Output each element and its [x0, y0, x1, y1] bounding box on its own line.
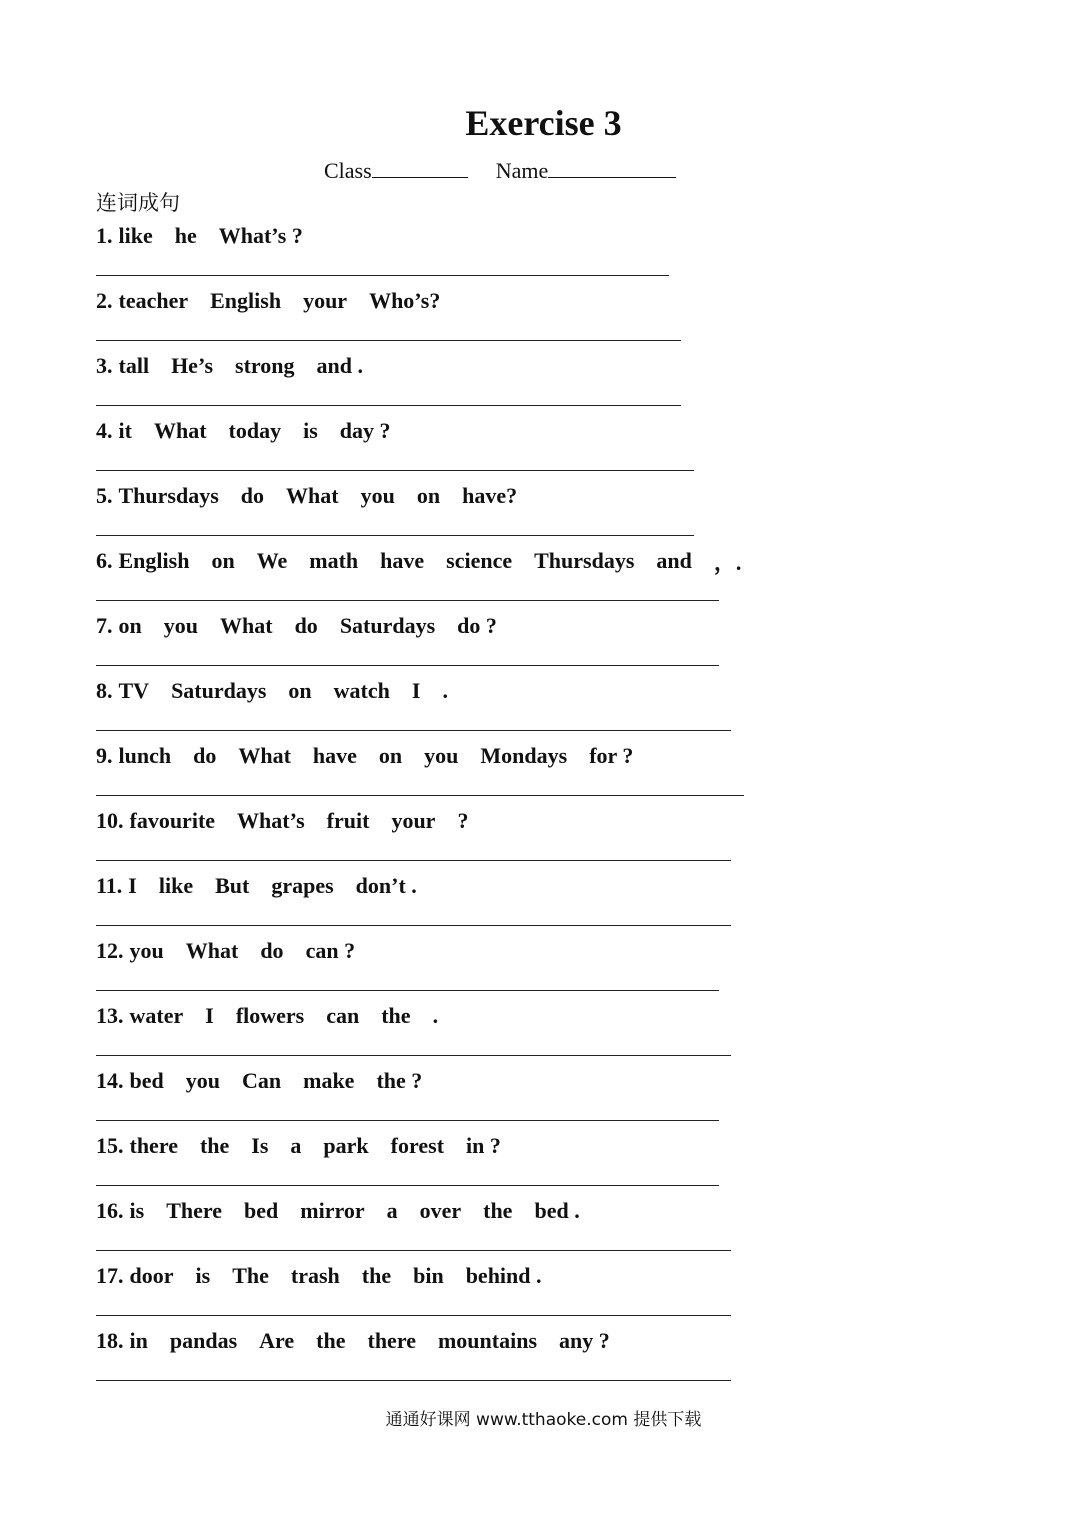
question-number: 6. [96, 548, 113, 573]
question-word: do [193, 743, 217, 768]
question-word: the [316, 1328, 346, 1353]
question-number: 3. [96, 353, 113, 378]
question-word: What [185, 938, 239, 963]
question-word: you [185, 1068, 220, 1093]
question-word: bed . [534, 1198, 580, 1223]
instruction: 连词成句 [96, 191, 180, 215]
question-17 [96, 1259, 542, 1293]
name-label: Name [495, 158, 549, 183]
question-12 [96, 934, 355, 968]
question-word: on [288, 678, 312, 703]
question-word: lunch [118, 743, 172, 768]
question-number: 1. [96, 223, 113, 248]
question-word: What’s [237, 808, 305, 833]
question-number: 17. [96, 1263, 124, 1288]
question-number: 14. [96, 1068, 124, 1093]
student-info-line [324, 156, 676, 186]
question-13 [96, 999, 438, 1033]
question-1 [96, 219, 303, 253]
page-title: Exercise 3 [465, 103, 622, 143]
question-word: have? [462, 483, 518, 508]
question-word: over [419, 1198, 462, 1223]
question-10 [96, 804, 468, 838]
question-word: bin [413, 1263, 444, 1288]
answer-line-5[interactable] [96, 535, 694, 536]
question-word: The [232, 1263, 269, 1288]
question-word: English [210, 288, 282, 313]
question-word: it [118, 418, 132, 443]
question-word: mirror [300, 1198, 365, 1223]
question-word: on [378, 743, 403, 768]
question-number: 12. [96, 938, 124, 963]
question-15 [96, 1129, 501, 1163]
question-word: and . [316, 353, 363, 378]
question-word: don’t . [355, 873, 417, 898]
question-number: 13. [96, 1003, 124, 1028]
question-word: door [129, 1263, 174, 1288]
question-number: 18. [96, 1328, 124, 1353]
question-word: tall [118, 353, 150, 378]
question-word: forest [390, 1133, 445, 1158]
question-word: grapes [271, 873, 334, 898]
question-word: behind . [465, 1263, 542, 1288]
question-7 [96, 609, 497, 643]
question-word: you [360, 483, 395, 508]
class-blank[interactable] [372, 157, 468, 178]
answer-line-6[interactable] [96, 600, 719, 601]
answer-line-4[interactable] [96, 470, 694, 471]
question-18 [96, 1324, 610, 1358]
question-word: trash [290, 1263, 340, 1288]
question-word: Is [251, 1133, 269, 1158]
question-word: science [446, 548, 513, 573]
question-word: I [128, 873, 137, 898]
question-word: What’s ? [218, 223, 303, 248]
question-word: park [323, 1133, 369, 1158]
question-word: the [381, 1003, 411, 1028]
question-word: the ? [376, 1068, 423, 1093]
question-word: He’s [171, 353, 214, 378]
question-word: Who’s? [369, 288, 441, 313]
question-8 [96, 674, 448, 708]
question-word: and [656, 548, 692, 573]
question-word: strong [235, 353, 295, 378]
question-word: do ? [457, 613, 497, 638]
question-word: fruit [326, 808, 370, 833]
question-word: I [411, 678, 421, 703]
question-word: But [215, 873, 250, 898]
question-word: There [166, 1198, 222, 1223]
question-word: you [424, 743, 459, 768]
question-number: 7. [96, 613, 113, 638]
name-blank[interactable] [548, 157, 676, 178]
question-word: is [129, 1198, 145, 1223]
question-word: for ? [589, 743, 634, 768]
question-word: ，. [713, 549, 742, 575]
answer-line-17[interactable] [96, 1315, 731, 1316]
question-6 [96, 544, 741, 578]
question-16 [96, 1194, 580, 1228]
question-word: What [153, 418, 207, 443]
answer-line-2[interactable] [96, 340, 681, 341]
answer-line-7[interactable] [96, 665, 719, 666]
answer-line-10[interactable] [96, 860, 731, 861]
class-label: Class [324, 158, 372, 183]
question-number: 5. [96, 483, 113, 508]
question-word: there [129, 1133, 178, 1158]
question-word: favourite [129, 808, 216, 833]
question-word: like [158, 873, 194, 898]
question-word: is [303, 418, 318, 443]
question-word: Saturdays [339, 613, 436, 638]
question-number: 16. [96, 1198, 124, 1223]
question-word: is [195, 1263, 211, 1288]
question-word: day ? [339, 418, 391, 443]
answer-line-1[interactable] [96, 275, 669, 276]
question-word: I [205, 1003, 214, 1028]
question-5 [96, 479, 517, 513]
question-word: watch [333, 678, 390, 703]
question-number: 11. [96, 873, 123, 898]
question-word: What [286, 483, 339, 508]
question-word: on [118, 613, 142, 638]
question-2 [96, 284, 440, 318]
question-word: do [294, 613, 318, 638]
answer-line-9[interactable] [96, 795, 744, 796]
answer-line-11[interactable] [96, 925, 731, 926]
question-word: on [211, 548, 235, 573]
question-word: can ? [305, 938, 356, 963]
question-word: ? [457, 808, 469, 833]
question-word: What [238, 743, 291, 768]
question-word: do [240, 483, 265, 508]
question-word: water [129, 1003, 184, 1028]
question-number: 2. [96, 288, 113, 313]
question-word: you [163, 613, 198, 638]
question-number: 15. [96, 1133, 124, 1158]
question-3 [96, 349, 363, 383]
question-word: flowers [235, 1003, 305, 1028]
question-word: on [416, 483, 441, 508]
question-word: TV [118, 678, 150, 703]
question-word: We [256, 548, 288, 573]
question-word: Can [242, 1068, 282, 1093]
question-word: your [391, 808, 436, 833]
question-word: you [129, 938, 164, 963]
footer: 通通好课网 www.tthaoke.com 提供下载 [385, 1410, 702, 1430]
question-word: What [220, 613, 273, 638]
question-word: today [228, 418, 282, 443]
question-word: . [442, 678, 448, 703]
question-word: math [309, 548, 359, 573]
question-4 [96, 414, 391, 448]
answer-line-13[interactable] [96, 1055, 731, 1056]
question-word: any ? [559, 1328, 610, 1353]
answer-line-14[interactable] [96, 1120, 719, 1121]
question-word: have [312, 743, 357, 768]
question-word: Are [259, 1328, 295, 1353]
question-word: can [326, 1003, 360, 1028]
answer-line-3[interactable] [96, 405, 681, 406]
question-word: Mondays [480, 743, 568, 768]
question-number: 10. [96, 808, 124, 833]
question-word: Saturdays [171, 678, 267, 703]
question-word: he [174, 223, 197, 248]
question-word: teacher [118, 288, 189, 313]
question-word: the [199, 1133, 230, 1158]
question-word: the [361, 1263, 392, 1288]
question-word: . [432, 1003, 439, 1028]
question-word: pandas [169, 1328, 238, 1353]
question-word: a [386, 1198, 398, 1223]
question-word: bed [129, 1068, 164, 1093]
question-word: Thursdays [118, 483, 219, 508]
question-word: the [483, 1198, 513, 1223]
question-word: English [118, 548, 190, 573]
answer-line-8[interactable] [96, 730, 731, 731]
question-number: 4. [96, 418, 113, 443]
answer-line-16[interactable] [96, 1250, 731, 1251]
question-14 [96, 1064, 422, 1098]
question-word: your [303, 288, 348, 313]
answer-line-18[interactable] [96, 1380, 731, 1381]
question-number: 9. [96, 743, 113, 768]
question-word: a [290, 1133, 302, 1158]
question-9 [96, 739, 633, 773]
question-word: do [260, 938, 284, 963]
question-11 [96, 869, 417, 903]
question-word: in ? [466, 1133, 501, 1158]
answer-line-15[interactable] [96, 1185, 719, 1186]
question-word: in [129, 1328, 148, 1353]
question-number: 8. [96, 678, 113, 703]
question-word: have [380, 548, 425, 573]
question-word: mountains [437, 1328, 538, 1353]
answer-line-12[interactable] [96, 990, 719, 991]
question-word: bed [244, 1198, 279, 1223]
question-word: like [118, 223, 153, 248]
question-word: Thursdays [534, 548, 635, 573]
question-word: make [303, 1068, 355, 1093]
question-word: there [367, 1328, 416, 1353]
